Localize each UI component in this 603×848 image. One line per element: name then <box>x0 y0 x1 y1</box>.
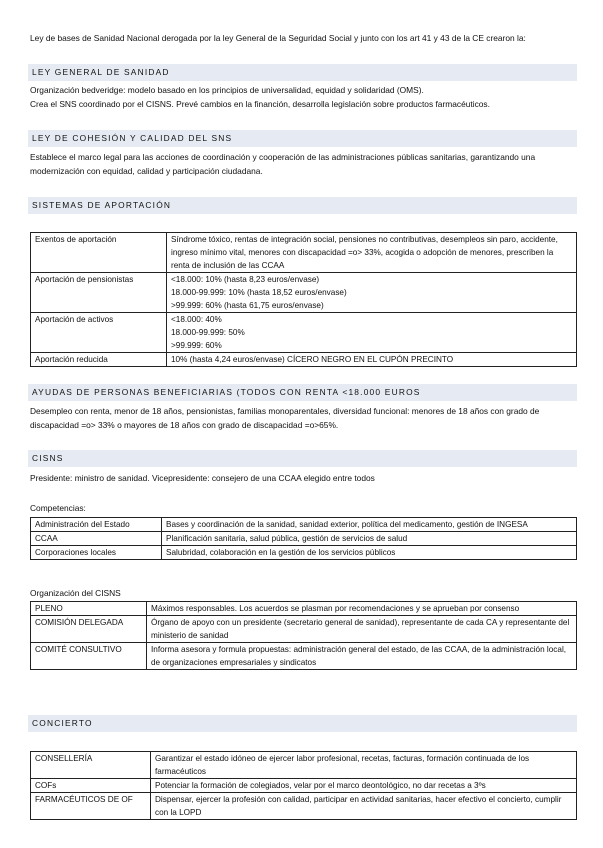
row-label: Aportación reducida <box>31 353 167 367</box>
section-heading-cohesion: LEY DE COHESIÓN Y CALIDAD DEL SNS <box>28 130 577 147</box>
organizacion-label: Organización del CISNS <box>30 588 121 598</box>
ayudas-paragraph: Desempleo con renta, menor de 18 años, pensionistas, familias monoparentales, diversidad funcional: menores de 18 años con grado de discapacidad =o> 33% o mayores de 18 años con grado de discapacidad =o>65%. <box>30 406 540 430</box>
competencias-label: Competencias: <box>30 503 86 513</box>
table-row <box>31 602 577 616</box>
section-heading-sistemas: SISTEMAS DE APORTACIÓN <box>28 197 577 214</box>
table-row <box>31 779 577 793</box>
table-row <box>31 643 577 670</box>
row-label: PLENO <box>31 602 147 616</box>
row-value: Dispensar, ejercer la profesión con calidad, participar en actividad sanitarias, hacer efectivo el concierto, cumplir con la LOPD <box>151 793 577 820</box>
intro-paragraph: Ley de bases de Sanidad Nacional derogada por la ley General de la Seguridad Social y junto con los art 41 y 43 de la CE crearon la: <box>30 33 526 43</box>
row-label: Corporaciones locales <box>31 546 162 560</box>
value-line: >99.999: 60% <box>171 341 222 350</box>
section-heading-cisns: CISNS <box>28 450 577 467</box>
table-row <box>31 233 577 273</box>
row-value: Máximos responsables. Los acuerdos se plasman por recomendaciones y se aprueban por consenso <box>147 602 577 616</box>
table-row <box>31 616 577 643</box>
value-line: <18.000: 40% <box>171 315 222 324</box>
row-label: Aportación de activos <box>31 313 167 353</box>
section-heading-concierto: CONCIERTO <box>28 715 577 732</box>
organizacion-table <box>30 601 577 670</box>
row-value: Potenciar la formación de colegiados, velar por el marco deontológico, no dar recetas a 3ºs <box>151 779 577 793</box>
row-label: CCAA <box>31 532 162 546</box>
row-value: Salubridad, colaboración en la gestión de los servicios públicos <box>162 546 577 560</box>
cisns-paragraph: Presidente: ministro de sanidad. Vicepresidente: consejero de una CCAA elegido entre todos <box>30 473 375 483</box>
row-label: Aportación de pensionistas <box>31 273 167 313</box>
row-label: CONSELLERÍA <box>31 752 151 779</box>
row-value: Órgano de apoyo con un presidente (secretario general de sanidad), representante de cada CA y representante del ministerio de sanidad <box>147 616 577 643</box>
table-row <box>31 752 577 779</box>
table-row <box>31 273 577 313</box>
row-label: COMITÉ CONSULTIVO <box>31 643 147 670</box>
row-value <box>167 273 577 313</box>
row-value: Bases y coordinación de la sanidad, sanidad exterior, política del medicamento, gestión de INGESA <box>162 518 577 532</box>
row-value: Planificación sanitaria, salud pública, gestión de servicios de salud <box>162 532 577 546</box>
cohesion-paragraph: Establece el marco legal para las acciones de coordinación y cooperación de las administraciones públicas sanitarias, garantizando una modernización con equidad, calidad y participación ciudadana. <box>30 152 536 176</box>
row-label: FARMACÉUTICOS DE OF <box>31 793 151 820</box>
row-value <box>167 313 577 353</box>
value-line: 18.000-99.999: 50% <box>171 328 245 337</box>
row-value: Garantizar el estado idóneo de ejercer labor profesional, recetas, facturas, formación continuada de los farmacéuticos <box>151 752 577 779</box>
table-row <box>31 793 577 820</box>
table-row <box>31 546 577 560</box>
row-value: Informa asesora y formula propuestas: administración general del estado, de las CCAA, de la administración local, de organizaciones empresariales y sindicatos <box>147 643 577 670</box>
table-row <box>31 353 577 367</box>
row-label: Exentos de aportación <box>31 233 167 273</box>
ley-general-line-1: Organización bedveridge: modelo basado en los principios de universalidad, equidad y solidaridad (OMS). <box>30 85 424 95</box>
row-label: Administración del Estado <box>31 518 162 532</box>
row-value: 10% (hasta 4,24 euros/envase) CÍCERO NEGRO EN EL CUPÓN PRECINTO <box>167 353 577 367</box>
table-row <box>31 313 577 353</box>
table-row <box>31 518 577 532</box>
value-line: <18.000: 10% (hasta 8,23 euros/envase) <box>171 275 320 284</box>
row-value: Síndrome tóxico, rentas de integración social, pensiones no contributivas, desempleos sin paro, accidente, ingreso mínimo vital, menores con discapacidad =o> 33%, acogida o adopción de menores, prescriben la renta de inclusión de las CCAA <box>167 233 577 273</box>
sistemas-table <box>30 232 577 367</box>
section-heading-ayudas: AYUDAS DE PERSONAS BENEFICIARIAS (TODOS CON RENTA <18.000 EUROS <box>28 384 577 401</box>
concierto-table <box>30 751 577 820</box>
competencias-table <box>30 517 577 560</box>
value-line: 18.000-99.999: 10% (hasta 18,52 euros/envase) <box>171 288 347 297</box>
value-line: >99.999: 60% (hasta 61,75 euros/envase) <box>171 301 324 310</box>
ley-general-line-2: Crea el SNS coordinado por el CISNS. Prevé cambios en la financión, desarrolla legislación sobre productos farmacéuticos. <box>30 99 490 109</box>
section-heading-ley-general: LEY GENERAL DE SANIDAD <box>28 64 577 81</box>
row-label: COFs <box>31 779 151 793</box>
table-row <box>31 532 577 546</box>
row-label: COMISIÓN DELEGADA <box>31 616 147 643</box>
